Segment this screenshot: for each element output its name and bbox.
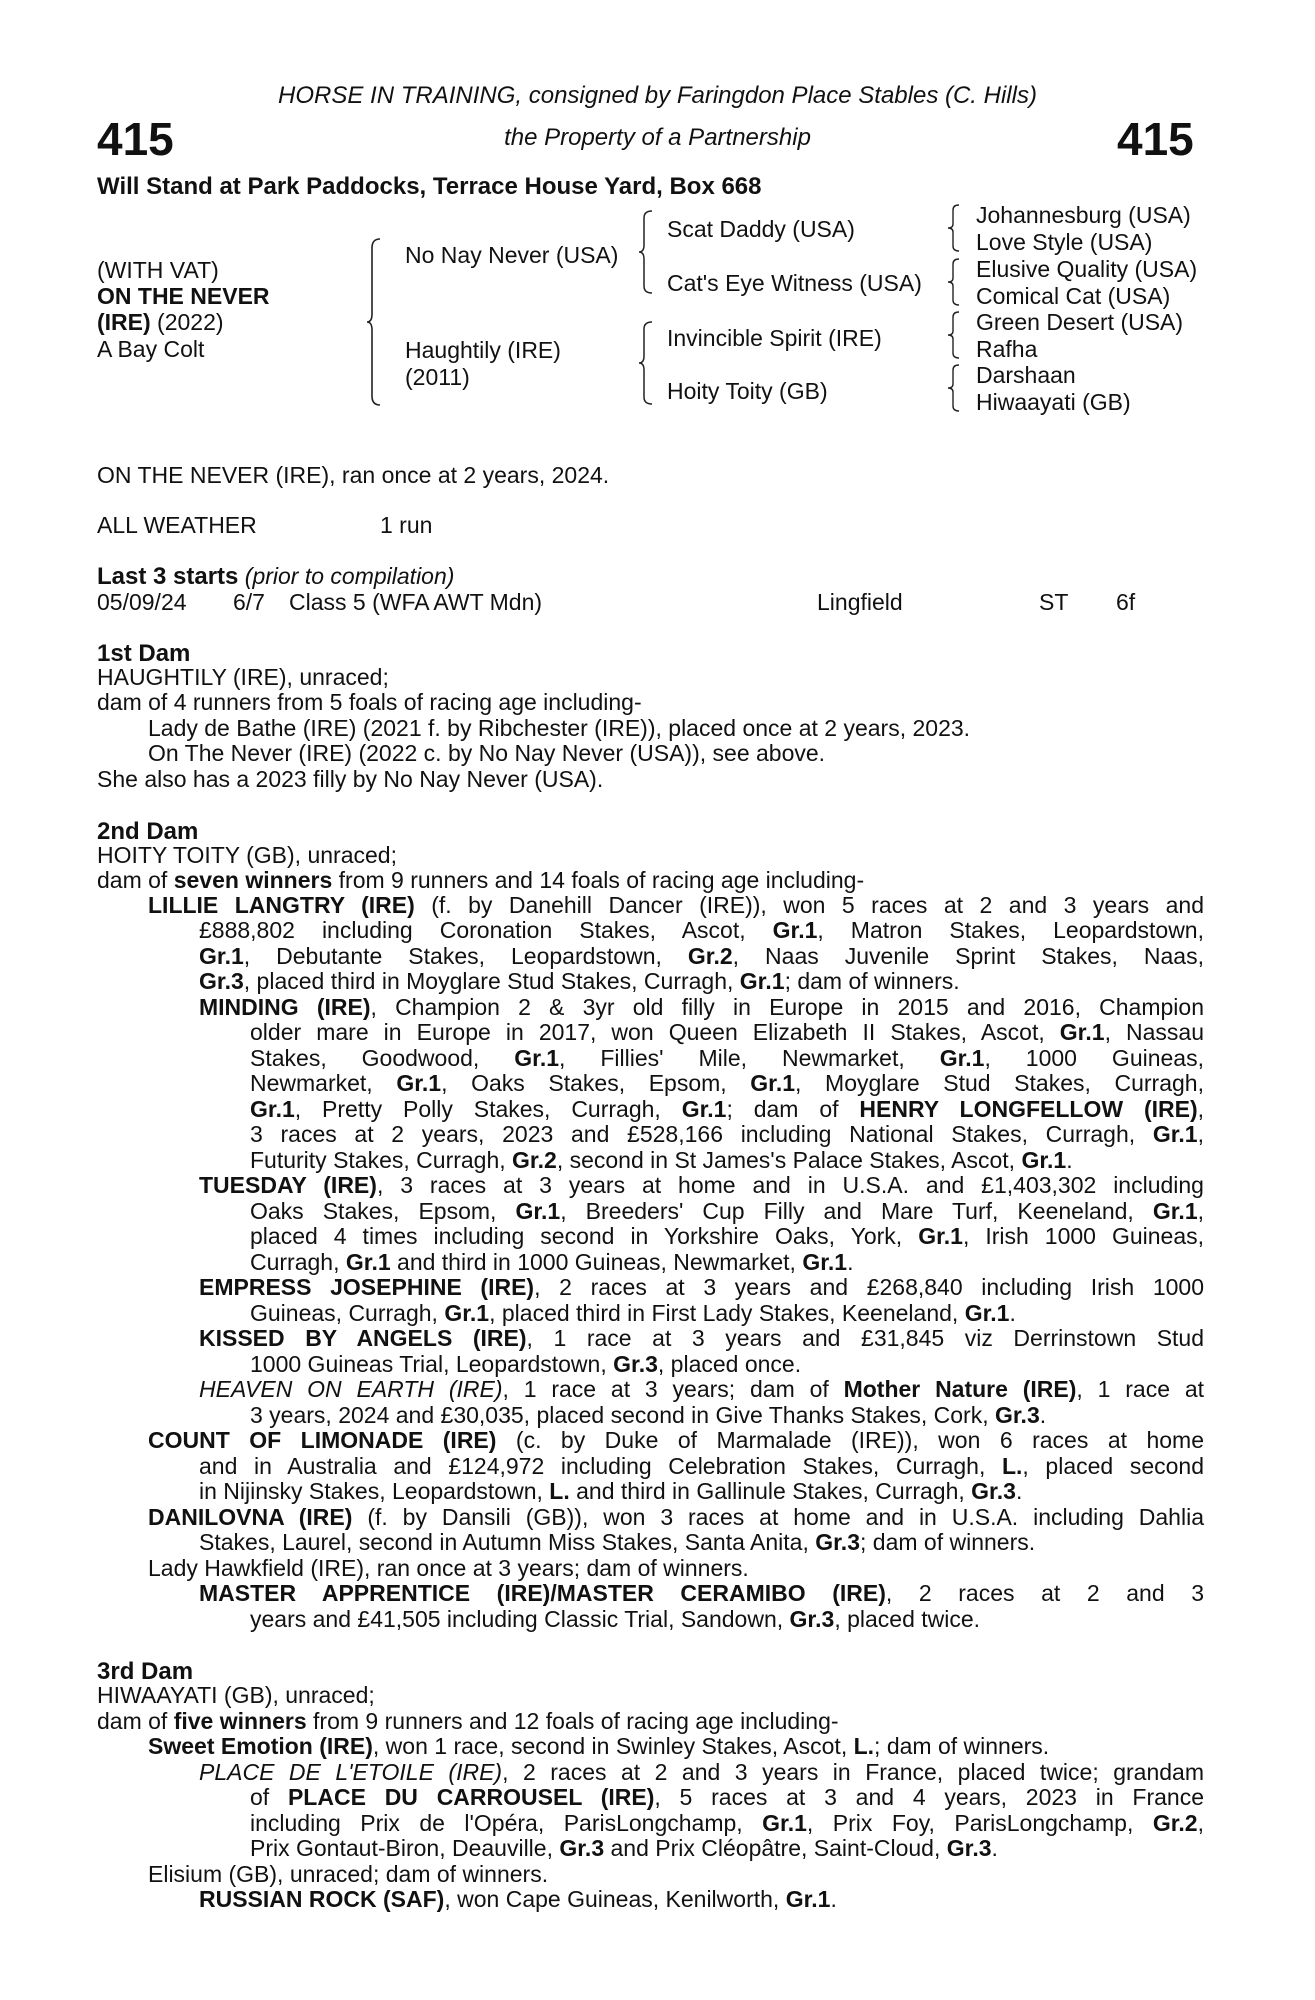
- text: (c. by Duke of Marmalade (IRE)), won 6 races at home: [496, 1427, 1204, 1453]
- punct: .: [1039, 1402, 1047, 1428]
- punct: .: [1009, 1300, 1016, 1326]
- first-dam-line: dam of 4 runners from 5 foals of racing age including-: [97, 689, 642, 715]
- brace-dam: [638, 321, 654, 405]
- kissed-line: [199, 1326, 1204, 1351]
- third-dam-title: 3rd Dam: [97, 1658, 194, 1685]
- text: ; dam of: [726, 1096, 860, 1122]
- text: , 3 races at 3 years at home and in U.S.A. and £1,403,302 including: [376, 1172, 1204, 1198]
- text: and third in 1000 Guineas, Newmarket,: [390, 1249, 803, 1275]
- grade: Gr.1: [1152, 1198, 1198, 1224]
- place-etoile-line: [250, 1811, 1204, 1836]
- horse-name-country-year: [97, 309, 224, 336]
- start-distance: 6f: [1116, 589, 1136, 615]
- punct: ,: [1197, 1810, 1204, 1836]
- text: in Nijinsky Stakes, Leopardstown,: [199, 1478, 550, 1504]
- horse-description: A Bay Colt: [97, 336, 205, 362]
- grade: Gr.1: [1152, 1121, 1198, 1147]
- dam-dam: Hoity Toity (GB): [667, 378, 828, 404]
- text: , won Cape Guineas, Kenilworth,: [444, 1886, 786, 1912]
- text: , 2 races at 3 years and £268,840 including Irish 1000: [534, 1274, 1205, 1300]
- sd-sire: Elusive Quality (USA): [976, 256, 1198, 282]
- text: , 1 race at 3 years and £31,845 viz Derrinstown Stud: [526, 1325, 1205, 1351]
- text: years and £41,505 including Classic Trial, Sandown,: [250, 1606, 790, 1632]
- text: , Champion 2 & 3yr old filly in Europe in 2015 and 2016, Champion: [370, 994, 1204, 1020]
- place-etoile-line: [250, 1785, 1204, 1810]
- last-starts-heading: Last 3 starts: [97, 563, 239, 590]
- dd-sire: Darshaan: [976, 362, 1076, 388]
- text: , 2 races at 2 and 3: [885, 1580, 1205, 1606]
- lot-number-left: 415: [97, 113, 174, 165]
- text: , Matron Stakes, Leopardstown,: [817, 917, 1204, 943]
- dam-name: Haughtily (IRE): [405, 337, 561, 363]
- horse-name: HEAVEN ON EARTH (IRE): [199, 1376, 503, 1402]
- minding-line: [250, 1122, 1204, 1147]
- text: , 5 races at 3 and 4 years, 2023 in France: [654, 1784, 1204, 1810]
- text: , Irish 1000 Guineas,: [962, 1223, 1205, 1249]
- text: dam of: [97, 867, 174, 893]
- horse-name: MASTER APPRENTICE (IRE)/MASTER CERAMIBO (IRE): [199, 1580, 886, 1606]
- text: (f. by Dansili (GB)), won 3 races at home and in U.S.A. including Dahlia: [352, 1504, 1204, 1530]
- punct: .: [1066, 1147, 1073, 1173]
- text: ; dam of winners.: [860, 1529, 1036, 1555]
- minding-line: [250, 1046, 1204, 1071]
- text: 3 years, 2024 and £30,035, placed second in Give Thanks Stakes, Cork,: [250, 1402, 995, 1428]
- all-weather-value: 1 run: [380, 512, 433, 538]
- text: dam of: [97, 1708, 174, 1734]
- horse-name: COUNT OF LIMONADE (IRE): [148, 1427, 497, 1453]
- tuesday-line: [250, 1199, 1204, 1224]
- brace-ds: [947, 311, 961, 359]
- elisium-line: Elisium (GB), unraced; dam of winners.: [148, 1861, 549, 1887]
- horse-name: MINDING (IRE): [199, 994, 371, 1020]
- text: , Moyglare Stud Stakes, Curragh,: [795, 1070, 1204, 1096]
- horse-name: EMPRESS JOSEPHINE (IRE): [199, 1274, 535, 1300]
- second-dam-line: HOITY TOITY (GB), unraced;: [97, 842, 397, 868]
- grade: Gr.3: [815, 1529, 860, 1555]
- grade: Gr.1: [785, 1886, 831, 1912]
- grade: Gr.1: [1059, 1019, 1105, 1045]
- horse-name: TUESDAY (IRE): [199, 1172, 377, 1198]
- race-summary: ON THE NEVER (IRE), ran once at 2 years, 2024.: [97, 462, 610, 488]
- text: , placed second: [1022, 1453, 1204, 1479]
- stand-location: Will Stand at Park Paddocks, Terrace House Yard, Box 668: [97, 173, 762, 200]
- sire-sire: Scat Daddy (USA): [667, 216, 855, 242]
- grade: Gr.2: [687, 943, 733, 969]
- first-dam-progeny: Lady de Bathe (IRE) (2021 f. by Ribchester (IRE)), placed once at 2 years, 2023.: [148, 715, 971, 741]
- sweet-emotion-line: [148, 1734, 1049, 1759]
- text: Curragh,: [250, 1249, 346, 1275]
- text: , placed once.: [657, 1351, 802, 1377]
- danilovna-line: [148, 1505, 1204, 1530]
- second-dam-line: [97, 868, 864, 893]
- horse-name: LILLIE LANGTRY (IRE): [148, 892, 415, 918]
- hawkfield-line: Lady Hawkfield (IRE), ran once at 3 years; dam of winners.: [148, 1555, 749, 1581]
- text: , 2 races at 2 and 3 years in France, placed twice; grandam: [502, 1759, 1204, 1785]
- text: and Prix Cléopâtre, Saint-Cloud,: [604, 1835, 947, 1861]
- punct: .: [847, 1249, 854, 1275]
- horse-country: (IRE): [97, 309, 151, 335]
- ds-sire: Green Desert (USA): [976, 309, 1184, 335]
- dam-year: (2011): [405, 364, 470, 390]
- start-date: 05/09/24: [97, 589, 187, 615]
- horse-year: (2022): [150, 309, 224, 335]
- vat-label: (WITH VAT): [97, 257, 219, 283]
- lot-number-right: 415: [1117, 113, 1194, 165]
- grade: Gr.1: [750, 1070, 796, 1096]
- grade: Gr.1: [396, 1070, 442, 1096]
- grade: L.: [549, 1478, 570, 1504]
- grade: L.: [853, 1733, 875, 1759]
- grade: Gr.3: [946, 1835, 992, 1861]
- lillie-langtry-line: [199, 918, 1204, 943]
- grade: Gr.1: [802, 1249, 848, 1275]
- minding-line: [250, 1097, 1204, 1122]
- grade: Gr.1: [1021, 1147, 1067, 1173]
- minding-line: [199, 995, 1204, 1020]
- text: , Naas Juvenile Sprint Stakes, Naas,: [732, 943, 1204, 969]
- grade: Gr.1: [345, 1249, 391, 1275]
- kissed-line: [250, 1352, 801, 1377]
- punct: ,: [1197, 1198, 1205, 1224]
- text: older mare in Europe in 2017, won Queen Elizabeth II Stakes, Ascot,: [250, 1019, 1060, 1045]
- dd-dam: Hiwaayati (GB): [976, 389, 1131, 415]
- minding-line: [250, 1020, 1204, 1045]
- brace-sire: [638, 210, 654, 294]
- minding-line: [250, 1148, 1073, 1173]
- first-dam-line: HAUGHTILY (IRE), unraced;: [97, 664, 389, 690]
- text: Guineas, Curragh,: [250, 1300, 445, 1326]
- text: , placed twice.: [834, 1606, 981, 1632]
- text: 3 races at 2 years, 2023 and £528,166 including National Stakes, Curragh,: [250, 1121, 1153, 1147]
- sire: No Nay Never (USA): [405, 242, 619, 268]
- third-dam-line: HIWAAYATI (GB), unraced;: [97, 1682, 375, 1708]
- brace-dd: [947, 364, 961, 412]
- ss-sire: Johannesburg (USA): [976, 202, 1191, 228]
- horse-name: KISSED BY ANGELS (IRE): [199, 1325, 527, 1351]
- consignor-line: HORSE IN TRAINING, consigned by Faringdon Place Stables (C. Hills): [278, 82, 1037, 109]
- start-course: Lingfield: [817, 589, 903, 615]
- last-starts-title: [97, 563, 454, 591]
- lillie-langtry-line: [199, 969, 960, 994]
- horse-name: PLACE DE L'ETOILE (IRE): [199, 1759, 503, 1785]
- text: Stakes, Goodwood,: [250, 1045, 515, 1071]
- text: , placed third in Moyglare Stud Stakes, Curragh,: [243, 968, 740, 994]
- text: Stakes, Laurel, second in Autumn Miss Stakes, Santa Anita,: [199, 1529, 816, 1555]
- last-starts-note: (prior to compilation): [238, 563, 455, 589]
- text: , won 1 race, second in Swinley Stakes, Ascot,: [372, 1733, 854, 1759]
- punct: .: [830, 1886, 837, 1912]
- punct: .: [991, 1835, 998, 1861]
- grade: Gr.1: [444, 1300, 490, 1326]
- grade: L.: [1001, 1453, 1023, 1479]
- heaven-line: [250, 1403, 1046, 1428]
- grade: Gr.3: [971, 1478, 1016, 1504]
- text: including Prix de l'Opéra, ParisLongchamp,: [250, 1810, 763, 1836]
- grade: Gr.1: [515, 1198, 561, 1224]
- lillie-langtry-line: [148, 893, 1204, 918]
- count-line: [199, 1454, 1204, 1479]
- text: , Fillies' Mile, Newmarket,: [559, 1045, 940, 1071]
- punct: ,: [1197, 1096, 1205, 1122]
- master-line: [250, 1607, 980, 1632]
- start-position: 6/7: [233, 589, 265, 615]
- sd-dam: Comical Cat (USA): [976, 283, 1171, 309]
- text: , second in St James's Palace Stakes, Ascot,: [556, 1147, 1022, 1173]
- winners-count: seven winners: [173, 867, 333, 893]
- brace-main: [366, 238, 382, 406]
- grade: Gr.2: [512, 1147, 557, 1173]
- place-etoile-line: [250, 1836, 998, 1861]
- winners-count: five winners: [173, 1708, 307, 1734]
- grade: Gr.1: [199, 943, 244, 969]
- text: 1000 Guineas Trial, Leopardstown,: [250, 1351, 614, 1377]
- ss-dam: Love Style (USA): [976, 229, 1153, 255]
- text: Prix Gontaut-Biron, Deauville,: [250, 1835, 560, 1861]
- lillie-langtry-line: [199, 944, 1204, 969]
- punct: .: [1015, 1478, 1023, 1504]
- text: placed 4 times including second in Yorkshire Oaks, York,: [250, 1223, 919, 1249]
- horse-name: Mother Nature (IRE): [843, 1376, 1077, 1402]
- brace-ss: [947, 204, 961, 252]
- text: of: [250, 1784, 288, 1810]
- text: , Breeders' Cup Filly and Mare Turf, Keeneland,: [560, 1198, 1153, 1224]
- text: , 1 race at: [1076, 1376, 1204, 1402]
- danilovna-line: [199, 1530, 1035, 1555]
- second-dam-title: 2nd Dam: [97, 818, 199, 845]
- horse-name: Sweet Emotion (IRE): [148, 1733, 373, 1759]
- grade: Gr.2: [1152, 1810, 1198, 1836]
- grade: Gr.1: [250, 1096, 295, 1122]
- text: , 1000 Guineas,: [984, 1045, 1204, 1071]
- grade: Gr.3: [613, 1351, 658, 1377]
- text: , Nassau: [1104, 1019, 1204, 1045]
- first-dam-progeny: On The Never (IRE) (2022 c. by No Nay Never (USA)), see above.: [148, 740, 826, 766]
- tuesday-line: [250, 1250, 853, 1275]
- horse-name: PLACE DU CARROUSEL (IRE): [287, 1784, 655, 1810]
- text: from 9 runners and 14 foals of racing age including-: [332, 867, 865, 893]
- count-line: [148, 1428, 1204, 1453]
- text: from 9 runners and 12 foals of racing age including-: [306, 1708, 839, 1734]
- horse-name: RUSSIAN ROCK (SAF): [199, 1886, 445, 1912]
- text: , placed third in First Lady Stakes, Keeneland,: [489, 1300, 965, 1326]
- all-weather-label: ALL WEATHER: [97, 512, 257, 538]
- empress-line: [199, 1275, 1204, 1300]
- start-going: ST: [1039, 589, 1069, 615]
- text: Futurity Stakes, Curragh,: [250, 1147, 513, 1173]
- text: ; dam of winners.: [784, 968, 960, 994]
- russian-rock-line: [199, 1887, 837, 1912]
- dam-sire: Invincible Spirit (IRE): [667, 325, 882, 351]
- first-dam-line: She also has a 2023 filly by No Nay Never (USA).: [97, 766, 604, 792]
- tuesday-line: [199, 1173, 1204, 1198]
- first-dam-title: 1st Dam: [97, 640, 191, 667]
- text: , 1 race at 3 years; dam of: [502, 1376, 844, 1402]
- third-dam-line: [97, 1709, 839, 1734]
- sire-dam: Cat's Eye Witness (USA): [667, 270, 922, 296]
- grade: Gr.1: [918, 1223, 963, 1249]
- grade: Gr.3: [789, 1606, 835, 1632]
- empress-line: [250, 1301, 1016, 1326]
- grade: Gr.1: [772, 917, 818, 943]
- text: , Debutante Stakes, Leopardstown,: [243, 943, 688, 969]
- brace-sd: [947, 258, 961, 306]
- punct: ,: [1197, 1121, 1204, 1147]
- horse-name: DANILOVNA (IRE): [148, 1504, 353, 1530]
- grade: Gr.1: [681, 1096, 727, 1122]
- ds-dam: Rafha: [976, 336, 1038, 362]
- text: , Prix Foy, ParisLongchamp,: [806, 1810, 1153, 1836]
- start-race: Class 5 (WFA AWT Mdn): [289, 589, 543, 615]
- grade: Gr.3: [199, 968, 244, 994]
- text: £888,802 including Coronation Stakes, Ascot,: [199, 917, 773, 943]
- horse-name: ON THE NEVER: [97, 283, 270, 309]
- grade: Gr.3: [559, 1835, 605, 1861]
- text: ; dam of winners.: [874, 1733, 1050, 1759]
- horse-name: HENRY LONGFELLOW (IRE): [859, 1096, 1198, 1122]
- text: and third in Gallinule Stakes, Curragh,: [569, 1478, 972, 1504]
- heaven-line: [199, 1377, 1204, 1402]
- grade: Gr.3: [994, 1402, 1040, 1428]
- text: Oaks Stakes, Epsom,: [250, 1198, 516, 1224]
- text: , Pretty Polly Stakes, Curragh,: [294, 1096, 682, 1122]
- property-line: the Property of a Partnership: [504, 124, 811, 151]
- count-line: [199, 1479, 1022, 1504]
- place-etoile-line: [199, 1760, 1204, 1785]
- master-line: [199, 1581, 1204, 1606]
- tuesday-line: [250, 1224, 1204, 1249]
- text: Newmarket,: [250, 1070, 397, 1096]
- text: (f. by Danehill Dancer (IRE)), won 5 races at 2 and 3 years and: [414, 892, 1204, 918]
- minding-line: [250, 1071, 1204, 1096]
- grade: Gr.1: [939, 1045, 985, 1071]
- grade: Gr.1: [762, 1810, 807, 1836]
- grade: Gr.1: [739, 968, 785, 994]
- grade: Gr.1: [514, 1045, 560, 1071]
- text: and in Australia and £124,972 including Celebration Stakes, Curragh,: [199, 1453, 1002, 1479]
- text: , Oaks Stakes, Epsom,: [441, 1070, 751, 1096]
- grade: Gr.1: [964, 1300, 1010, 1326]
